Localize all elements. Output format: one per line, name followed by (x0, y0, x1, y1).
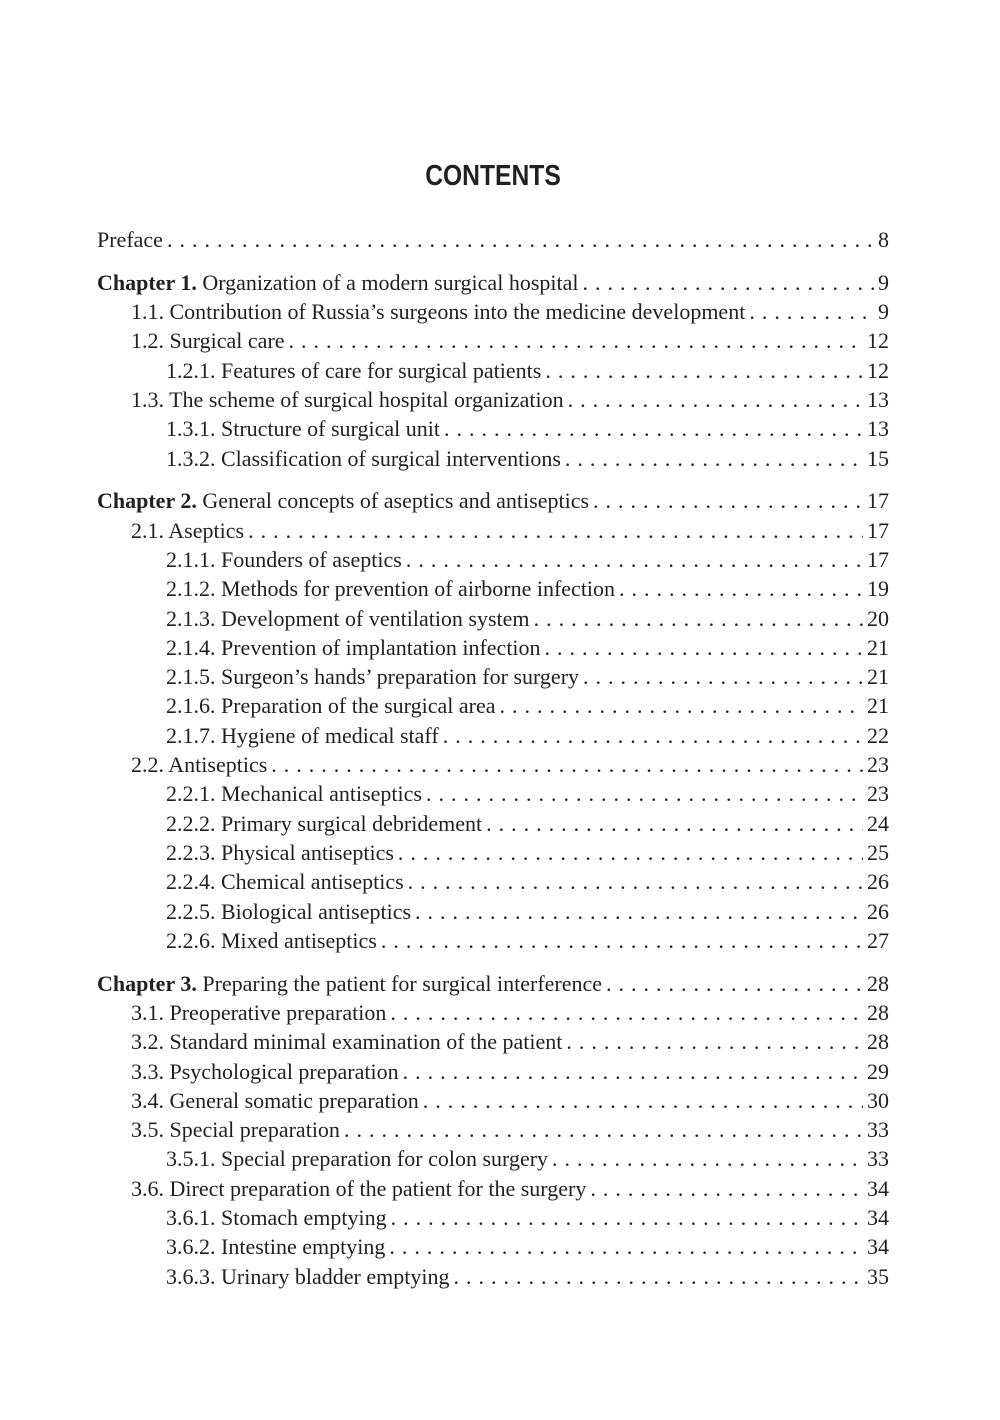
toc-section (97, 969, 889, 1291)
toc-entry-title: Physical antiseptics (221, 839, 394, 865)
toc-entry-number: 2.1.2. (166, 576, 216, 602)
dot-leader (389, 1232, 863, 1261)
toc-entry[interactable] (97, 356, 889, 385)
toc-entry-number: 3.6.2. (166, 1234, 216, 1260)
dot-leader (415, 897, 863, 926)
dot-leader (582, 268, 874, 297)
toc-entry-page: 21 (867, 693, 889, 719)
toc-entry-number: 3.6.3. (166, 1263, 216, 1289)
toc-entry-page: 33 (867, 1146, 889, 1172)
toc-entry-page: 28 (867, 1029, 889, 1055)
toc-entry-number: 1.3. (131, 386, 164, 412)
toc-entry-label (97, 486, 589, 515)
toc-entry-number: 1.3.1. (166, 416, 216, 442)
toc-entry-number: 2.1.7. (166, 722, 216, 748)
toc-entry-title: Antiseptics (168, 752, 268, 778)
dot-leader (545, 633, 863, 662)
toc-entry[interactable] (97, 969, 889, 998)
toc-entry-label (166, 356, 541, 385)
dot-leader (398, 838, 863, 867)
toc-entry-label (131, 385, 564, 414)
dot-leader (443, 721, 863, 750)
toc-entry-label (166, 1144, 548, 1173)
toc-entry[interactable] (97, 779, 889, 808)
toc-entry[interactable] (97, 633, 889, 662)
dot-leader (167, 225, 874, 254)
dot-leader (248, 516, 863, 545)
toc-entry-page: 29 (867, 1058, 889, 1084)
toc-entry[interactable] (97, 809, 889, 838)
toc-entry-title: Preoperative preparation (169, 999, 387, 1025)
toc-entry-number: 2.2.2. (166, 810, 216, 836)
toc-entry-title: Chemical antiseptics (221, 869, 404, 895)
dot-leader (590, 1174, 863, 1203)
dot-leader (534, 604, 863, 633)
dot-leader (390, 998, 863, 1027)
toc-entry-title: Structure of surgical unit (221, 416, 440, 442)
toc-entry[interactable] (97, 1203, 889, 1232)
toc-entry-title: Preface (97, 227, 163, 252)
toc-entry-label (97, 969, 602, 998)
toc-entry[interactable] (97, 604, 889, 633)
toc-entry-label (131, 297, 745, 326)
toc-entry-title: Standard minimal examination of the patient (169, 1029, 563, 1055)
toc-entry-title: Methods for prevention of airborne infection (221, 576, 616, 602)
toc-entry-number: Chapter 2. (97, 488, 197, 514)
toc-entry[interactable] (97, 385, 889, 414)
toc-entry-number: 1.3.2. (166, 445, 216, 471)
dot-leader (454, 1262, 864, 1291)
dot-leader (486, 809, 863, 838)
toc-entry-number: 2.2.4. (166, 869, 216, 895)
toc-entry-title: The scheme of surgical hospital organization (169, 386, 564, 412)
toc-entry-label (166, 1203, 387, 1232)
toc-entry-title: Intestine emptying (221, 1234, 386, 1260)
toc-entry-label (166, 779, 422, 808)
dot-leader (406, 545, 863, 574)
toc-entry-number: 3.4. (131, 1087, 164, 1113)
toc-entry-number: 3.1. (131, 999, 164, 1025)
dot-leader (566, 1027, 863, 1056)
toc-entry-label (97, 225, 163, 254)
dot-leader (426, 779, 863, 808)
toc-entry-number: 3.3. (131, 1058, 164, 1084)
toc-entry-title: Special preparation (169, 1117, 340, 1143)
page-title: CONTENTS (425, 160, 561, 192)
toc-section (97, 268, 889, 473)
toc-entry-number: 3.6. (131, 1175, 164, 1201)
toc-entry-page: 19 (867, 576, 889, 602)
toc-entry-number: 1.1. (131, 299, 164, 325)
toc-entry-number: 3.6.1. (166, 1205, 216, 1230)
toc-entry[interactable] (97, 838, 889, 867)
toc-entry-label (131, 750, 267, 779)
toc-entry-page: 23 (867, 752, 889, 778)
toc-entry[interactable] (97, 545, 889, 574)
toc-entry-label (166, 574, 615, 603)
toc-entry-title: Mechanical antiseptics (221, 781, 422, 807)
dot-leader (606, 969, 863, 998)
toc-entry-label (166, 809, 482, 838)
toc-entry-page: 30 (867, 1087, 889, 1113)
toc-entry-number: 2.1.5. (166, 664, 216, 690)
toc-entry-label (166, 662, 579, 691)
toc-entry-page: 17 (867, 488, 889, 514)
toc-entry-label (131, 1115, 340, 1144)
dot-leader (408, 867, 863, 896)
toc-entry-page: 12 (867, 357, 889, 383)
toc-entry-page: 26 (867, 869, 889, 895)
toc-entry-number: 1.2.1. (166, 357, 216, 383)
dot-leader (583, 662, 863, 691)
toc-entry-number: 2.1.6. (166, 693, 216, 719)
toc-entry[interactable] (97, 225, 889, 254)
toc-entry[interactable] (97, 326, 889, 355)
toc-entry-title: Surgeon’s hands’ preparation for surgery (221, 664, 580, 690)
toc-entry-title: Founders of aseptics (221, 546, 402, 572)
dot-leader (381, 926, 863, 955)
toc-entry[interactable] (97, 926, 889, 955)
toc-entry-page: 21 (867, 634, 889, 660)
dot-leader (593, 486, 863, 515)
toc-entry-title: Features of care for surgical patients (221, 357, 542, 383)
toc-entry-number: 2.2.6. (166, 927, 216, 953)
toc-entry-page: 28 (867, 999, 889, 1025)
toc-entry-title: Stomach emptying (221, 1205, 387, 1230)
toc-entry-title: Direct preparation of the patient for the surgery (169, 1175, 587, 1201)
table-of-contents (97, 225, 889, 1304)
toc-entry[interactable] (97, 574, 889, 603)
dot-leader (271, 750, 863, 779)
toc-entry-number: 2.1.1. (166, 546, 216, 572)
toc-entry-number: 2.1. (131, 517, 164, 543)
toc-entry-page: 22 (867, 722, 889, 748)
toc-entry-label (131, 1174, 586, 1203)
toc-entry-title: Surgical care (169, 328, 285, 354)
toc-entry-page: 13 (867, 386, 889, 412)
toc-entry-page: 35 (867, 1263, 889, 1289)
toc-entry-number: Chapter 1. (97, 269, 197, 295)
toc-entry[interactable] (97, 297, 889, 326)
toc-entry-number: 2.1.3. (166, 605, 216, 631)
toc-entry[interactable] (97, 721, 889, 750)
toc-entry-number: 2.2.5. (166, 898, 216, 924)
toc-entry[interactable] (97, 414, 889, 443)
toc-entry-page: 17 (867, 546, 889, 572)
dot-leader (423, 1086, 863, 1115)
toc-entry-page: 15 (867, 445, 889, 471)
toc-entry-number: Chapter 3. (97, 970, 197, 996)
toc-entry-title: Mixed antiseptics (221, 927, 377, 953)
toc-entry-label (131, 1057, 399, 1086)
toc-entry[interactable] (97, 1115, 889, 1144)
toc-entry-title: Urinary bladder emptying (221, 1263, 450, 1289)
toc-entry-page: 23 (867, 781, 889, 807)
toc-entry[interactable] (97, 1057, 889, 1086)
toc-entry-title: Development of ventilation system (221, 605, 530, 631)
toc-entry-title: Primary surgical debridement (221, 810, 483, 836)
dot-leader (552, 1144, 863, 1173)
toc-entry-number: 3.5.1. (166, 1146, 216, 1172)
toc-entry[interactable] (97, 691, 889, 720)
toc-entry-label (166, 926, 377, 955)
toc-entry-title: General somatic preparation (169, 1087, 419, 1113)
toc-entry[interactable] (97, 1027, 889, 1056)
toc-entry[interactable] (97, 444, 889, 473)
toc-entry[interactable] (97, 1232, 889, 1261)
toc-entry[interactable] (97, 1086, 889, 1115)
toc-entry[interactable] (97, 750, 889, 779)
toc-entry[interactable] (97, 897, 889, 926)
toc-entry-label (166, 604, 530, 633)
dot-leader (391, 1203, 863, 1232)
toc-entry-label (166, 1262, 450, 1291)
toc-entry-page: 34 (867, 1234, 889, 1260)
toc-entry[interactable] (97, 998, 889, 1027)
toc-entry-label (166, 414, 440, 443)
toc-entry-page: 34 (867, 1175, 889, 1201)
toc-entry-label (166, 867, 404, 896)
dot-leader (619, 574, 863, 603)
toc-entry-title: Aseptics (168, 517, 245, 543)
toc-entry-label (166, 633, 541, 662)
toc-entry-page: 28 (867, 970, 889, 996)
toc-entry[interactable] (97, 1174, 889, 1203)
toc-entry-title: Special preparation for colon surgery (221, 1146, 549, 1172)
toc-entry-title: Preparing the patient for surgical interference (202, 970, 603, 996)
toc-entry-page: 13 (867, 416, 889, 442)
toc-entry-label (166, 444, 561, 473)
toc-entry-page: 25 (867, 839, 889, 865)
toc-entry-title: Psychological preparation (169, 1058, 399, 1084)
toc-entry-page: 26 (867, 898, 889, 924)
dot-leader (565, 444, 863, 473)
toc-entry-page: 27 (867, 927, 889, 953)
toc-entry-page: 8 (878, 227, 889, 252)
toc-entry-page: 9 (878, 299, 889, 325)
toc-entry-label (131, 1027, 562, 1056)
toc-entry-page: 21 (867, 664, 889, 690)
toc-entry-label (97, 268, 578, 297)
toc-entry[interactable] (97, 662, 889, 691)
toc-entry[interactable] (97, 268, 889, 297)
toc-entry-label (131, 998, 386, 1027)
toc-entry-label (166, 897, 411, 926)
toc-entry-label (166, 545, 402, 574)
toc-entry-title: Hygiene of medical staff (221, 722, 439, 748)
toc-entry-page: 12 (867, 328, 889, 354)
toc-entry-title: Prevention of implantation infection (221, 634, 541, 660)
toc-entry-title: Contribution of Russia’s surgeons into the medicine development (169, 299, 746, 325)
toc-entry-title: Classification of surgical interventions (221, 445, 561, 471)
toc-entry-number: 3.5. (131, 1117, 164, 1143)
dot-leader (749, 297, 874, 326)
toc-entry-number: 2.2.3. (166, 839, 216, 865)
toc-entry-page: 24 (867, 810, 889, 836)
toc-entry-page: 9 (878, 269, 889, 295)
toc-entry-label (131, 516, 244, 545)
dot-leader (568, 385, 863, 414)
toc-entry[interactable] (97, 486, 889, 515)
toc-entry-label (166, 721, 439, 750)
toc-entry-title: General concepts of aseptics and antiseptics (202, 488, 590, 514)
toc-entry-page: 17 (867, 517, 889, 543)
dot-leader (444, 414, 863, 443)
toc-entry-label (166, 691, 495, 720)
toc-entry[interactable] (97, 1262, 889, 1291)
toc-entry-number: 2.2. (131, 752, 164, 778)
toc-entry-label (166, 838, 394, 867)
toc-entry-number: 2.2.1. (166, 781, 216, 807)
toc-section (97, 486, 889, 955)
dot-leader (403, 1057, 863, 1086)
toc-entry-label (131, 1086, 419, 1115)
dot-leader (344, 1115, 863, 1144)
toc-entry-title: Organization of a modern surgical hospital (202, 269, 579, 295)
toc-entry-page: 34 (867, 1205, 889, 1230)
toc-entry[interactable] (97, 1144, 889, 1173)
toc-entry-label (166, 1232, 385, 1261)
toc-entry[interactable] (97, 516, 889, 545)
toc-entry-title: Biological antiseptics (221, 898, 412, 924)
toc-entry[interactable] (97, 867, 889, 896)
dot-leader (545, 356, 863, 385)
toc-entry-number: 3.2. (131, 1029, 164, 1055)
toc-entry-page: 20 (867, 605, 889, 631)
toc-section (97, 225, 889, 254)
dot-leader (289, 326, 863, 355)
toc-entry-title: Preparation of the surgical area (221, 693, 496, 719)
toc-entry-label (131, 326, 285, 355)
toc-entry-page: 33 (867, 1117, 889, 1143)
dot-leader (499, 691, 863, 720)
toc-entry-number: 2.1.4. (166, 634, 216, 660)
toc-entry-number: 1.2. (131, 328, 164, 354)
